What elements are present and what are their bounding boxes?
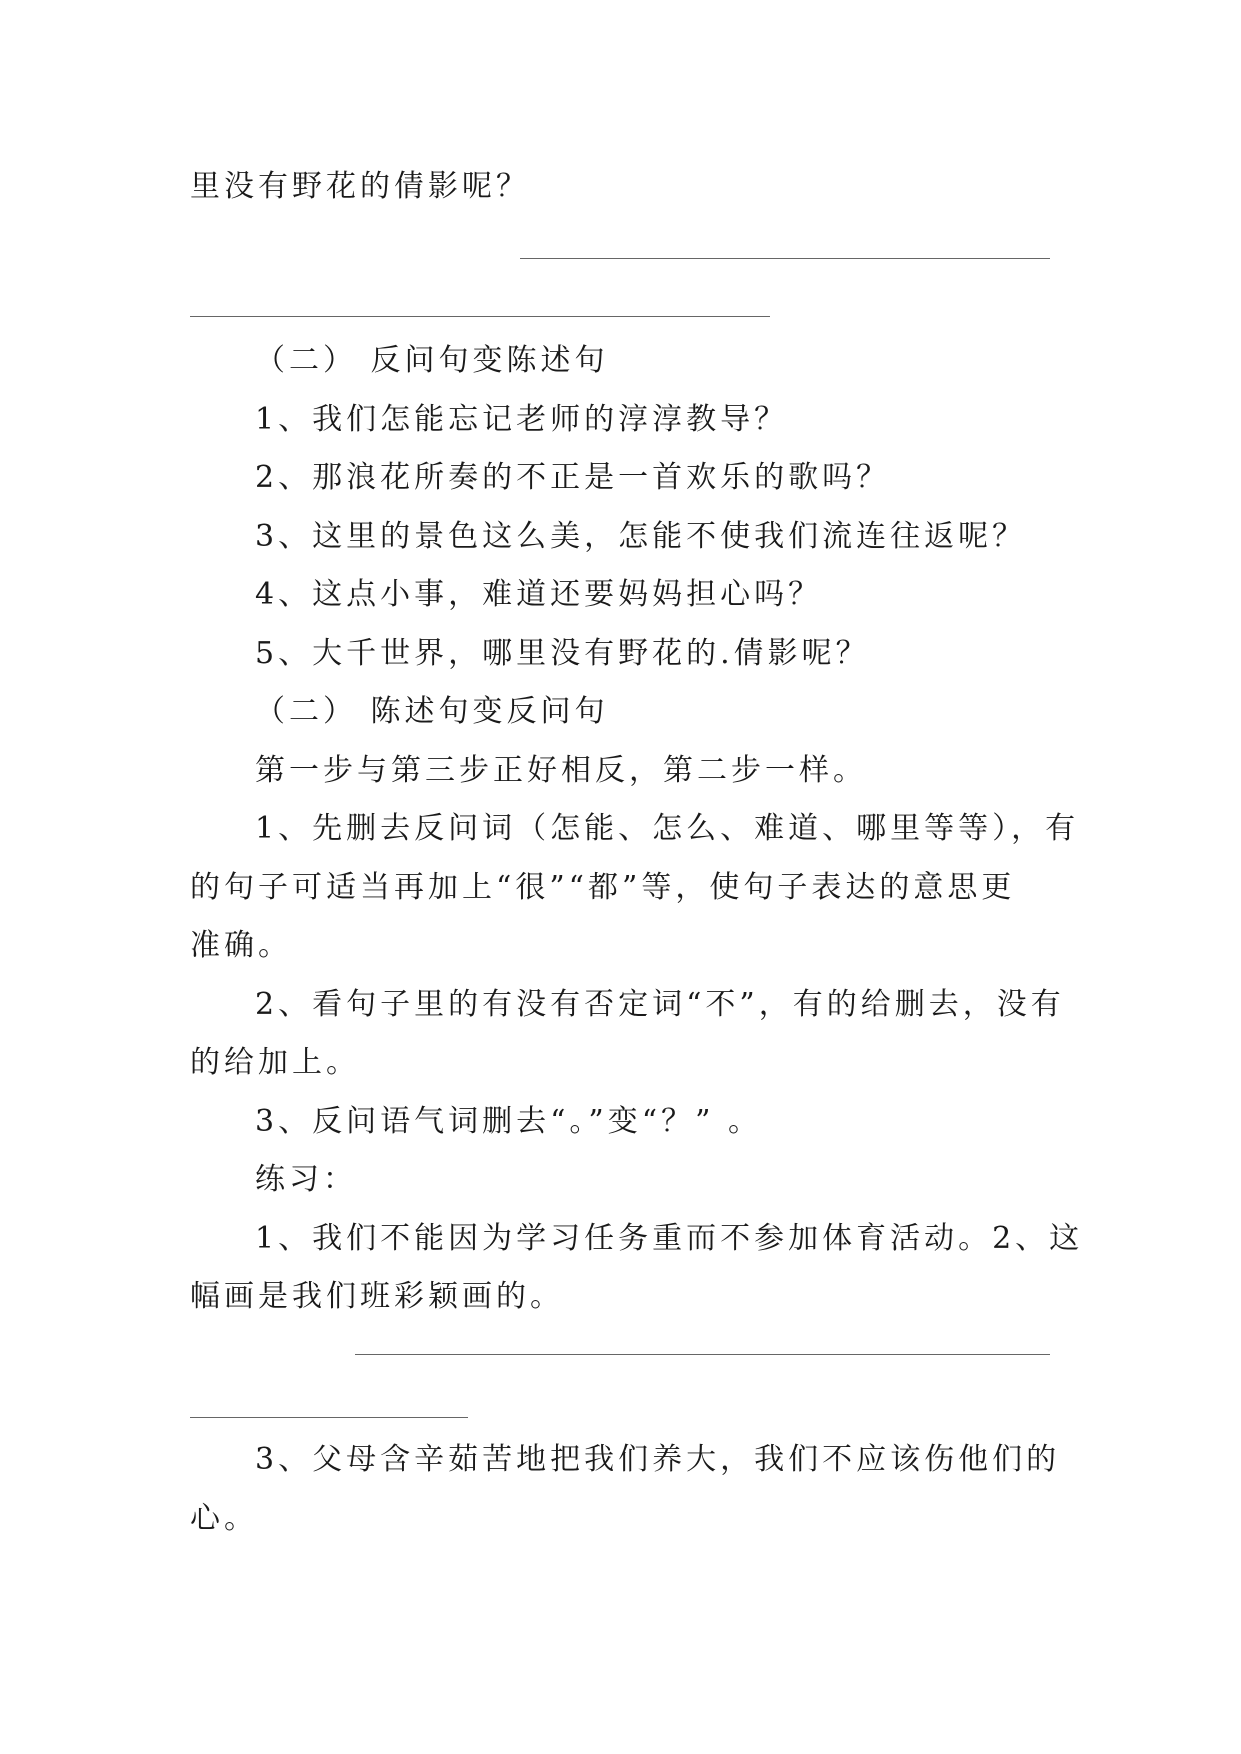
answer-blank-line — [520, 258, 1050, 259]
section-heading: 练习： — [255, 1162, 357, 1197]
text-line: 5、大千世界，哪里没有野花的.倩影呢？ — [255, 636, 870, 671]
text-line: 幅画是我们班彩颖画的。 — [190, 1279, 564, 1314]
text-line: 心。 — [190, 1501, 258, 1536]
text-line: 1、我们怎能忘记老师的淳淳教导？ — [255, 402, 789, 437]
section-heading: （二） 反问句变陈述句 — [255, 343, 609, 378]
answer-blank-line — [355, 1354, 1050, 1355]
text-line: 第一步与第三步正好相反，第二步一样。 — [255, 753, 867, 788]
answer-blank-line — [190, 316, 770, 317]
text-line: 3、这里的景色这么美，怎能不使我们流连往返呢？ — [255, 519, 1027, 554]
text-line: 的给加上。 — [190, 1045, 360, 1080]
text-line: 3、父母含辛茹苦地把我们养大，我们不应该伤他们的 — [255, 1442, 1061, 1477]
section-heading: （二） 陈述句变反问句 — [255, 694, 609, 729]
text-line: 4、这点小事，难道还要妈妈担心吗？ — [255, 577, 823, 612]
text-line: 3、反问语气词删去“。”变“？” 。 — [255, 1104, 762, 1139]
text-line: 里没有野花的倩影呢？ — [190, 169, 530, 204]
text-line: 2、那浪花所奏的不正是一首欢乐的歌吗？ — [255, 460, 891, 495]
text-line: 的句子可适当再加上“很”“都”等，使句子表达的意思更 — [190, 870, 1016, 905]
answer-blank-line — [190, 1417, 468, 1418]
text-line: 1、我们不能因为学习任务重而不参加体育活动。2、这 — [255, 1221, 1084, 1256]
text-line: 1、先删去反问词（怎能、怎么、难道、哪里等等），有 — [255, 811, 1080, 846]
text-line: 准确。 — [190, 928, 292, 963]
text-line: 2、看句子里的有没有否定词“不”，有的给删去，没有 — [255, 987, 1065, 1022]
